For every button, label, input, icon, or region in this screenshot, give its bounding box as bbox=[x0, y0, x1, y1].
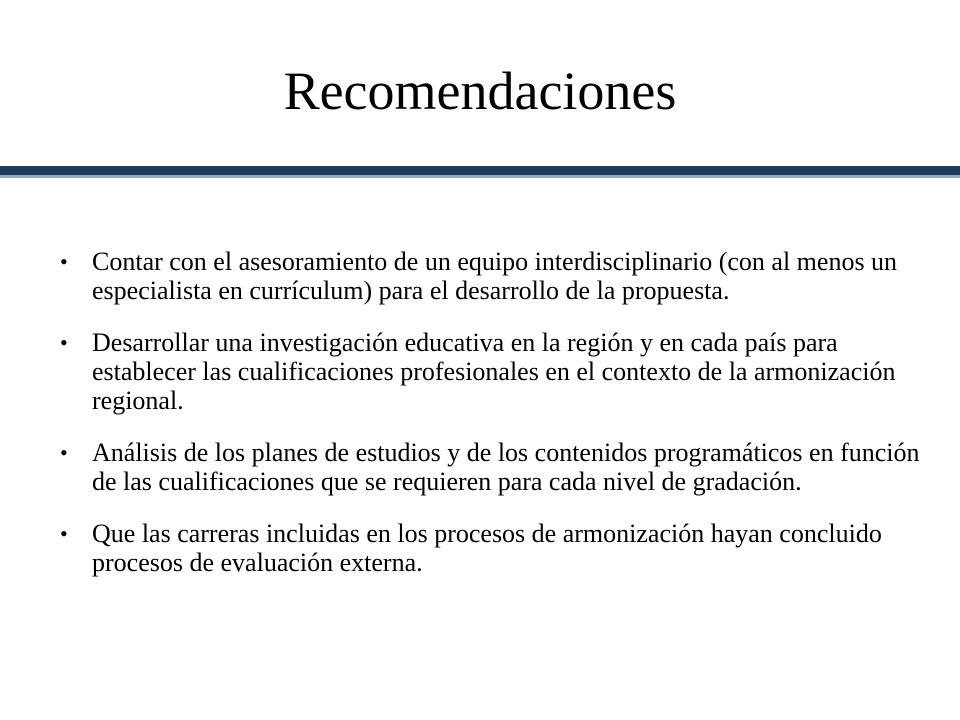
bullet-text: Que las carreras incluidas en los procesos de armonización hayan concluido procesos de evaluación externa. bbox=[92, 519, 882, 577]
bullet-icon: • bbox=[60, 440, 68, 465]
title-divider-accent bbox=[0, 175, 960, 178]
bullet-text: Análisis de los planes de estudios y de los contenidos programáticos en función de las cualificaciones que se requieren para cada nivel de gradación. bbox=[92, 438, 920, 496]
bullet-text: Contar con el asesoramiento de un equipo interdisciplinario (con al menos un especialista en currículum) para el desarrollo de la propuesta. bbox=[92, 247, 898, 305]
bullet-icon: • bbox=[60, 330, 68, 355]
bullet-icon: • bbox=[60, 249, 68, 274]
title-divider bbox=[0, 166, 960, 175]
slide-title: Recomendaciones bbox=[283, 61, 677, 121]
bullet-item bbox=[60, 247, 920, 305]
bullet-list bbox=[60, 247, 920, 600]
bullet-text: Desarrollar una investigación educativa en la región y en cada país para establecer las cualificaciones profesionales en el contexto de la armonización regional. bbox=[92, 328, 896, 415]
bullet-item bbox=[60, 519, 920, 577]
bullet-item bbox=[60, 438, 920, 496]
bullet-icon: • bbox=[60, 521, 68, 546]
bullet-item bbox=[60, 328, 920, 415]
